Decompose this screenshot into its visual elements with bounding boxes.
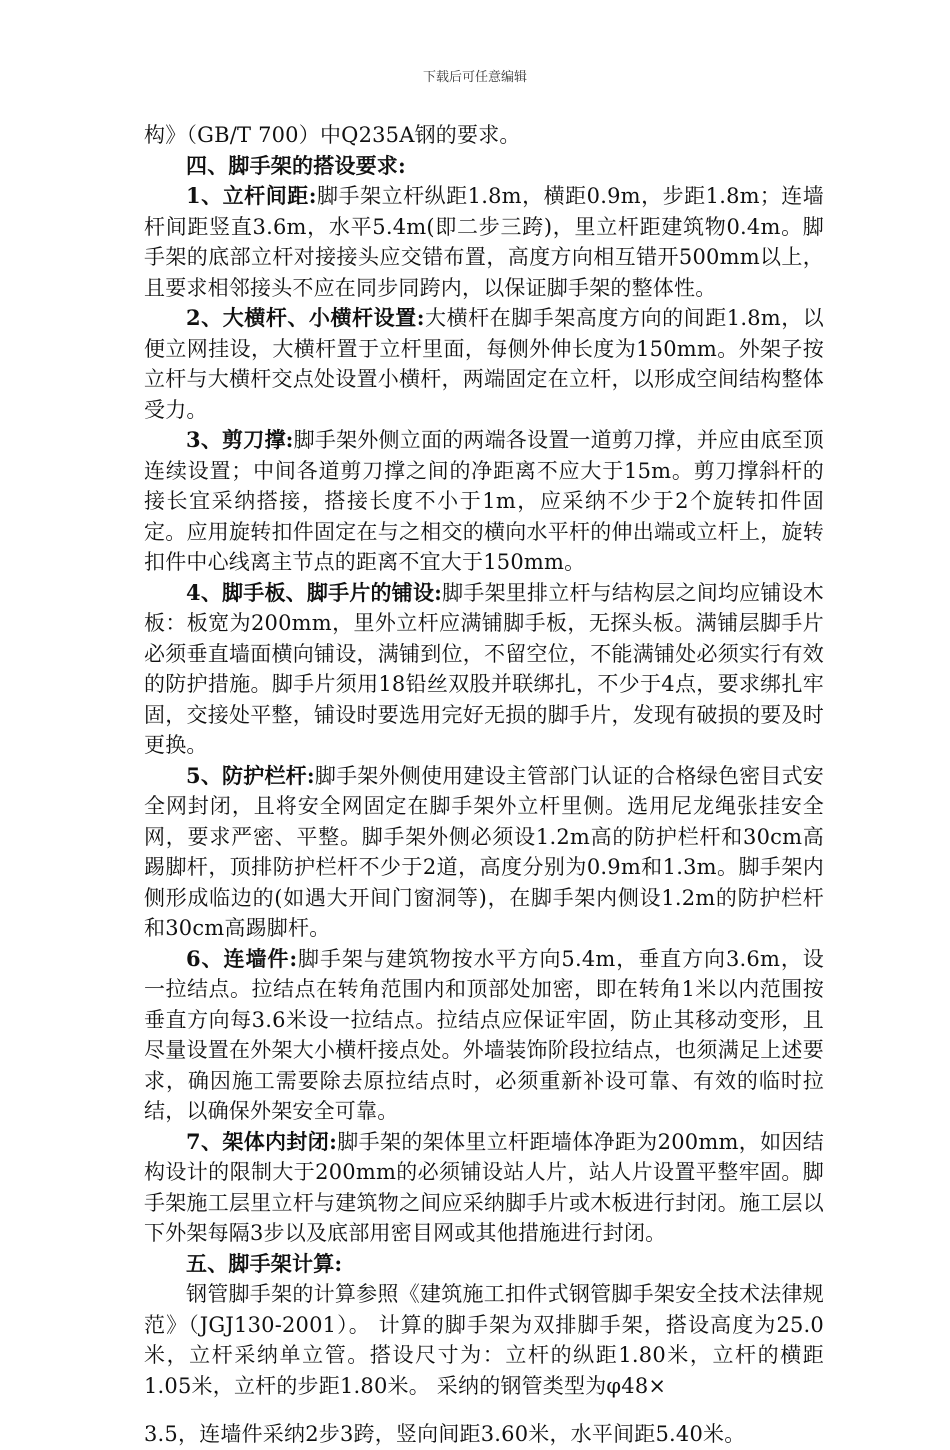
subsection-body: 脚手架外侧立面的两端各设置一道剪刀撑，并应由底至顶连续设置；中间各道剪刀撑之间的净距离不应大于15m。剪刀撑斜杆的接长宜采纳搭接，搭接长度不小于1m，应采纳不少于2个旋转扣件固定。应用旋转扣件固定在与之相交的横向水平杆的伸出端或立杆上，旋转扣件中心线离主节点的距离不宜大于150mm。 [144, 428, 824, 574]
subsection-guardrail [144, 761, 824, 944]
subsection-body: 大横杆在脚手架高度方向的间距1.8m，以便立网挂设，大横杆置于立杆里面，每侧外伸长度为150mm。外架子按立杆与大横杆交点处设置小横杆，两端固定在立杆，以形成空间结构整体受力。 [144, 306, 825, 422]
section-heading-5: 五、脚手架计算: [186, 1250, 343, 1276]
calculation-paragraph-continued: 3.5，连墙件采纳2步3跨，竖向间距3.60米，水平间距5.40米。 [144, 1422, 746, 1446]
subsection-body: 脚手架立杆纵距1.8m，横距0.9m，步距1.8m；连墙杆间距竖直3.6m，水平5.4m(即二步三跨)，里立杆距建筑物0.4m。脚手架的底部立杆对接接头应交错布置，高度方向相互错开500mm以上，且要求相邻接头不应在同步同跨内，以保证脚手架的整体性。 [144, 184, 825, 300]
subsection-title: 3、剪刀撑: [186, 427, 294, 452]
subsection-body: 脚手架的架体里立杆距墙体净距为200mm，如因结构设计的限制大于200mm的必须铺设站人片，站人片设置平整牢固。脚手架施工层里立杆与建筑物之间应采纳脚手片或木板进行封闭。施工层以下外架每隔3步以及底部用密目网或其他措施进行封闭。 [144, 1129, 824, 1245]
subsection-bracing [144, 425, 824, 578]
document-body [144, 120, 824, 1450]
subsection-title: 5、防护栏杆: [186, 762, 315, 788]
subsection-title: 4、脚手板、脚手片的铺设: [186, 579, 443, 605]
subsection-enclosure [144, 1127, 824, 1249]
subsection-title: 7、架体内封闭: [186, 1128, 338, 1154]
subsection-pole-spacing [144, 181, 824, 303]
subsection-ledgers [144, 303, 824, 425]
subsection-title: 6、连墙件: [186, 945, 298, 971]
subsection-title: 2、大横杆、小横杆设置: [186, 305, 425, 330]
page-header: 下载后可任意编辑 [422, 70, 527, 85]
section-heading-4: 四、脚手架的搭设要求: [186, 152, 406, 178]
subsection-body: 脚手架里排立杆与结构层之间均应铺设木板：板宽为200mm，里外立杆应满铺脚手板，无探头板。满铺层脚手片必须垂直墙面横向铺设，满铺到位，不留空位，不能满铺处必须实行有效的防护措施。脚手片须用18铅丝双股并联绑扎，不少于4点，要求绑扎牢固，交接处平整，铺设时要选用完好无损的脚手片，发现有破损的要及时更换。 [144, 580, 824, 757]
subsection-body: 脚手架与建筑物按水平方向5.4m，垂直方向3.6m，设一拉结点。拉结点在转角范围内和顶部处加密，即在转角1米以内范围按垂直方向每3.6米设一拉结点。拉结点应保证牢固，防止其移动变形，且尽量设置在外架大小横杆接点处。外墙装饰阶段拉结点，也须满足上述要求，确因施工需要除去原拉结点时，必须重新补设可靠、有效的临时拉结，以确保外架安全可靠。 [144, 946, 824, 1123]
subsection-title: 1、立杆间距: [186, 183, 317, 208]
paragraph-continuation: 构》（GB/T 700）中Q235A钢的要求。 [144, 123, 521, 147]
subsection-boards [144, 578, 824, 761]
subsection-body: 脚手架外侧使用建设主管部门认证的合格绿色密目式安全网封闭，且将安全网固定在脚手架外立杆里侧。选用尼龙绳张挂安全网，要求严密、平整。脚手架外侧必须设1.2m高的防护栏杆和30cm高踢脚杆，顶排防护栏杆不少于2道，高度分别为0.9m和1.3m。脚手架内侧形成临边的(如遇大开间门窗洞等)，在脚手架内侧设1.2m的防护栏杆和30cm高踢脚杆。 [144, 763, 824, 940]
subsection-wall-ties [144, 944, 824, 1127]
calculation-paragraph: 钢管脚手架的计算参照《建筑施工扣件式钢管脚手架安全技术法律规范》（JGJ130-2001）。 计算的脚手架为双排脚手架，搭设高度为25.0米，立杆采纳单立管。搭设尺寸为：立杆的纵距1.80米，立杆的横距1.05米，立杆的步距1.80米。 采纳的钢管类型为φ48× [144, 1282, 824, 1398]
